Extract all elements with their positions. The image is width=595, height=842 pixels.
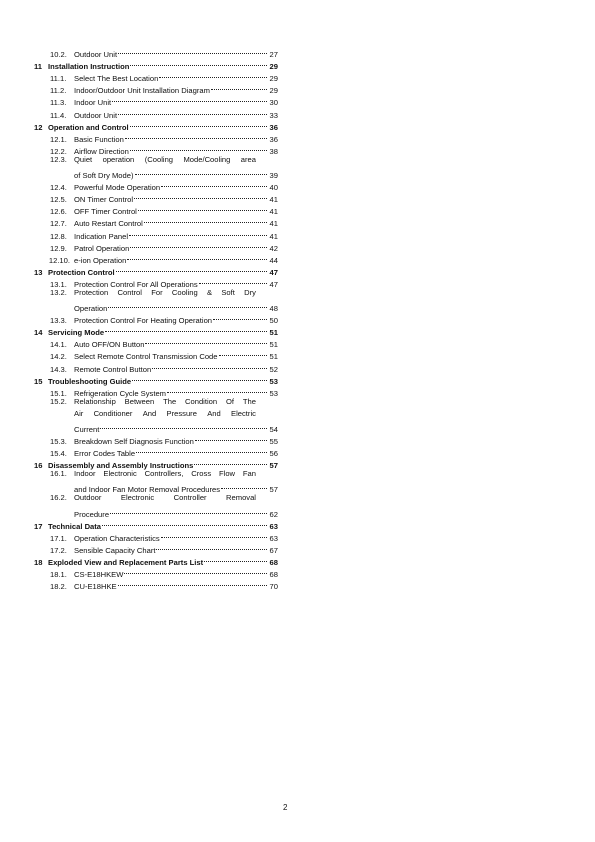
- section-title: Installation Instruction: [48, 62, 130, 72]
- entry-title: OFF Timer Control: [74, 207, 137, 217]
- dot-leader: [135, 166, 267, 178]
- title-word: Electronic: [103, 469, 137, 479]
- table-of-contents: [34, 45, 278, 592]
- title-word: Control: [117, 287, 142, 297]
- toc-entry-continuation: [34, 505, 278, 517]
- dot-leader: [130, 142, 267, 154]
- dot-leader: [129, 226, 267, 238]
- entry-number: 12.10.: [48, 255, 70, 265]
- entry-title: Breakdown Self Diagnosis Function: [74, 437, 194, 447]
- dot-leader: [118, 577, 267, 589]
- title-word: Flow: [219, 469, 236, 479]
- title-word: And: [207, 408, 221, 418]
- entry-number: 13.3.: [50, 316, 67, 326]
- entry-title: Procedure: [74, 509, 110, 519]
- dot-leader: [116, 263, 267, 275]
- entry-number: 16.2.: [50, 493, 67, 503]
- toc-entry-row[interactable]: [34, 396, 278, 408]
- dot-leader: [130, 239, 267, 251]
- title-word: And: [142, 408, 157, 418]
- page-ref: 39: [269, 171, 278, 181]
- title-word: Of: [225, 396, 235, 406]
- entry-number: 12.4.: [50, 183, 67, 193]
- toc-section-row[interactable]: [34, 517, 278, 529]
- page-ref: 41: [269, 231, 278, 241]
- page-ref: 63: [269, 533, 278, 543]
- page-ref: 36: [269, 122, 278, 132]
- dot-leader: [108, 299, 267, 311]
- title-word: Electronic: [120, 493, 155, 503]
- entry-number: 15.4.: [50, 449, 67, 459]
- toc-entry-row[interactable]: [34, 287, 278, 299]
- entry-title: Error Codes Table: [74, 449, 136, 459]
- entry-number: 18.2.: [50, 582, 67, 592]
- dot-leader: [136, 444, 267, 456]
- dot-leader: [219, 347, 268, 359]
- title-word: Relationship: [74, 396, 116, 406]
- page-ref: 41: [269, 219, 278, 229]
- dot-leader: [204, 553, 267, 565]
- toc-entry-row[interactable]: [34, 311, 278, 326]
- dot-leader: [110, 505, 267, 517]
- dot-leader: [127, 251, 267, 263]
- entry-title: ON Timer Control: [74, 195, 134, 205]
- entry-number: 11.1.: [50, 74, 67, 84]
- entry-number: 17.2.: [50, 545, 67, 555]
- dot-leader: [105, 323, 267, 335]
- entry-title: Outdoor Unit: [74, 110, 118, 120]
- entry-title: CU-E18HKE: [74, 582, 117, 592]
- section-number: 11: [34, 62, 43, 72]
- title-word: Quiet: [74, 154, 93, 164]
- entry-number: 14.1.: [50, 340, 67, 350]
- section-title: Exploded View and Replacement Parts List: [48, 558, 204, 568]
- page-ref: 27: [269, 50, 278, 60]
- dot-leader: [161, 529, 267, 541]
- title-word: Controller: [173, 493, 207, 503]
- dot-leader: [102, 517, 267, 529]
- section-number: 15: [34, 376, 43, 386]
- entry-title: Operation: [74, 304, 108, 314]
- entry-title: Indoor/Outdoor Unit Installation Diagram: [74, 86, 210, 96]
- page-ref: 53: [269, 388, 278, 398]
- toc-entry-row[interactable]: [34, 432, 278, 447]
- dot-leader: [130, 57, 267, 69]
- section-title: Disassembly and Assembly Instructions: [48, 461, 194, 471]
- title-word: Protection: [74, 287, 109, 297]
- entry-title: Auto Restart Control: [74, 219, 143, 229]
- entry-title: Select Remote Control Transmission Code: [74, 352, 218, 362]
- page-ref: 52: [269, 364, 278, 374]
- entry-number: 16.1.: [50, 469, 67, 479]
- entry-title: Outdoor Unit: [74, 50, 118, 60]
- page-ref: 62: [269, 509, 278, 519]
- title-word: &: [206, 287, 213, 297]
- title-word: Fan: [242, 469, 256, 479]
- section-title: Operation and Control: [48, 122, 129, 132]
- title-word: For: [151, 287, 163, 297]
- entry-title: Basic Function: [74, 134, 124, 144]
- page-ref: 57: [269, 485, 278, 495]
- entry-title: Current: [74, 425, 100, 434]
- title-word: Between: [124, 396, 155, 406]
- entry-number: 12.7.: [50, 219, 67, 229]
- entry-title: Auto OFF/ON Button: [74, 340, 145, 350]
- page-ref: 41: [269, 207, 278, 217]
- dot-leader: [118, 45, 267, 57]
- entry-number: 13.2.: [50, 287, 67, 297]
- section-number: 18: [34, 558, 43, 568]
- page-ref: 47: [269, 279, 278, 289]
- page-ref: 33: [269, 110, 278, 120]
- entry-title: Sensible Capacity Chart: [74, 545, 156, 555]
- dot-leader: [130, 118, 267, 130]
- entry-number: 11.2.: [50, 86, 67, 96]
- title-word: Electric: [231, 408, 256, 418]
- dot-leader: [125, 130, 267, 142]
- entry-title: Powerful Mode Operation: [74, 183, 161, 193]
- entry-number: 15.1.: [50, 388, 67, 398]
- dot-leader: [100, 420, 267, 432]
- title-word: Removal: [226, 493, 256, 503]
- page-ref: 54: [269, 425, 278, 434]
- section-title: Protection Control: [48, 267, 115, 277]
- toc-entry-row[interactable]: [34, 468, 278, 480]
- entry-number: 12.2.: [50, 146, 67, 156]
- title-word: The: [163, 396, 177, 406]
- dot-leader: [167, 384, 267, 396]
- toc-entry-continuation: [34, 480, 278, 495]
- dot-leader: [124, 565, 267, 577]
- entry-number: 10.2.: [50, 50, 67, 60]
- page-ref: 67: [269, 545, 278, 555]
- page-ref: 51: [269, 328, 278, 338]
- entry-number: 11.3.: [50, 98, 67, 108]
- dot-leader: [159, 69, 267, 81]
- dot-leader: [134, 190, 267, 202]
- page-ref: 48: [269, 304, 278, 314]
- title-word: Pressure: [166, 408, 197, 418]
- entry-title: [74, 468, 256, 480]
- entry-title: of Soft Dry Mode): [74, 171, 134, 181]
- section-title: Troubleshooting Guide: [48, 376, 132, 386]
- toc-entry-row[interactable]: [34, 45, 278, 60]
- entry-title: [74, 154, 256, 166]
- entry-title: Operation Characteristics: [74, 533, 160, 543]
- entry-number: 11.4.: [50, 110, 67, 120]
- page-ref: 36: [269, 134, 278, 144]
- entry-title: e-ion Operation: [74, 255, 127, 265]
- dot-leader: [221, 480, 267, 492]
- page-ref: 29: [269, 86, 278, 96]
- entry-number: 12.8.: [50, 231, 67, 241]
- entry-title: [74, 492, 256, 504]
- toc-entry-row[interactable]: [34, 178, 278, 193]
- page-ref: 68: [269, 558, 278, 568]
- toc-entry-row[interactable]: [34, 492, 278, 504]
- title-word: Cross: [191, 469, 212, 479]
- page-ref: 51: [269, 340, 278, 350]
- page-ref: 30: [269, 98, 278, 108]
- entry-title: [74, 408, 256, 420]
- page-ref: 55: [269, 437, 278, 447]
- page-ref: 63: [269, 521, 278, 531]
- entry-title: Indication Panel: [74, 231, 129, 241]
- section-number: 13: [34, 267, 43, 277]
- title-word: The: [242, 396, 256, 406]
- title-word: (Cooling: [144, 154, 174, 164]
- dot-leader: [211, 81, 267, 93]
- entry-number: 17.1.: [50, 533, 67, 543]
- dot-leader: [138, 202, 267, 214]
- entry-number: 15.3.: [50, 437, 67, 447]
- title-word: operation: [102, 154, 135, 164]
- title-word: Soft: [221, 287, 235, 297]
- page-ref: 41: [269, 195, 278, 205]
- toc-entry-continuation: [34, 408, 278, 420]
- title-word: Air: [74, 408, 84, 418]
- page-ref: 44: [269, 255, 278, 265]
- entry-title: Remote Control Button: [74, 364, 152, 374]
- entry-number: 12.5.: [50, 195, 67, 205]
- page-ref: 40: [269, 183, 278, 193]
- title-word: Cooling: [171, 287, 198, 297]
- section-title: Servicing Mode: [48, 328, 105, 338]
- dot-leader: [195, 432, 267, 444]
- page-ref: 50: [269, 316, 278, 326]
- dot-leader: [118, 105, 267, 117]
- section-number: 16: [34, 461, 43, 471]
- dot-leader: [112, 93, 267, 105]
- page-ref: 56: [269, 449, 278, 459]
- title-word: Outdoor: [74, 493, 102, 503]
- page-number: 2: [283, 803, 288, 812]
- toc-entry-continuation: [34, 166, 278, 181]
- page-ref: 70: [269, 582, 278, 592]
- entry-title: Select The Best Location: [74, 74, 159, 84]
- entry-number: 12.9.: [50, 243, 67, 253]
- title-word: Controllers,: [144, 469, 184, 479]
- page-ref: 42: [269, 243, 278, 253]
- page-ref: 57: [269, 461, 278, 471]
- page-ref: 53: [269, 376, 278, 386]
- title-word: Condition: [185, 396, 218, 406]
- entry-title: Protection Control For Heating Operation: [74, 316, 213, 326]
- entry-title: Indoor Unit: [74, 98, 112, 108]
- dot-leader: [132, 372, 267, 384]
- entry-title: Patrol Operation: [74, 243, 130, 253]
- entry-title: Refrigeration Cycle System: [74, 388, 167, 398]
- dot-leader: [152, 359, 267, 371]
- page-ref: 29: [269, 62, 278, 72]
- dot-leader: [199, 275, 267, 287]
- page-ref: 38: [269, 146, 278, 156]
- title-word: Indoor: [74, 469, 96, 479]
- entry-title: CS-E18HKEW: [74, 570, 124, 580]
- page-ref: 68: [269, 570, 278, 580]
- toc-entry-continuation: [34, 299, 278, 314]
- title-word: Mode/Cooling: [183, 154, 231, 164]
- entry-number: 18.1.: [50, 570, 67, 580]
- entry-title: and Indoor Fan Motor Removal Procedures: [74, 485, 221, 495]
- entry-title: [74, 287, 256, 299]
- entry-number: 12.3.: [50, 154, 67, 164]
- title-word: area: [240, 154, 256, 164]
- page-ref: 47: [269, 267, 278, 277]
- dot-leader: [144, 214, 267, 226]
- page-ref: 51: [269, 352, 278, 362]
- dot-leader: [213, 311, 267, 323]
- entry-title: Airflow Direction: [74, 146, 129, 156]
- page-ref: 29: [269, 74, 278, 84]
- dot-leader: [156, 541, 267, 553]
- entry-number: 14.2.: [50, 352, 67, 362]
- entry-title: [74, 396, 256, 408]
- entry-number: 12.1.: [50, 134, 67, 144]
- toc-entry-row[interactable]: [34, 154, 278, 166]
- entry-number: 15.2.: [50, 396, 67, 406]
- section-title: Technical Data: [48, 521, 102, 531]
- entry-number: 13.1.: [50, 279, 67, 289]
- section-number: 12: [34, 122, 43, 132]
- title-word: Dry: [244, 287, 256, 297]
- dot-leader: [161, 178, 267, 190]
- toc-entry-continuation: [34, 420, 278, 432]
- dot-leader: [194, 456, 267, 468]
- title-word: Conditioner: [93, 408, 133, 418]
- entry-number: 14.3.: [50, 364, 67, 374]
- dot-leader: [145, 335, 267, 347]
- section-number: 17: [34, 521, 43, 531]
- entry-title: Protection Control For All Operations: [74, 279, 198, 289]
- entry-number: 12.6.: [50, 207, 67, 217]
- section-number: 14: [34, 328, 43, 338]
